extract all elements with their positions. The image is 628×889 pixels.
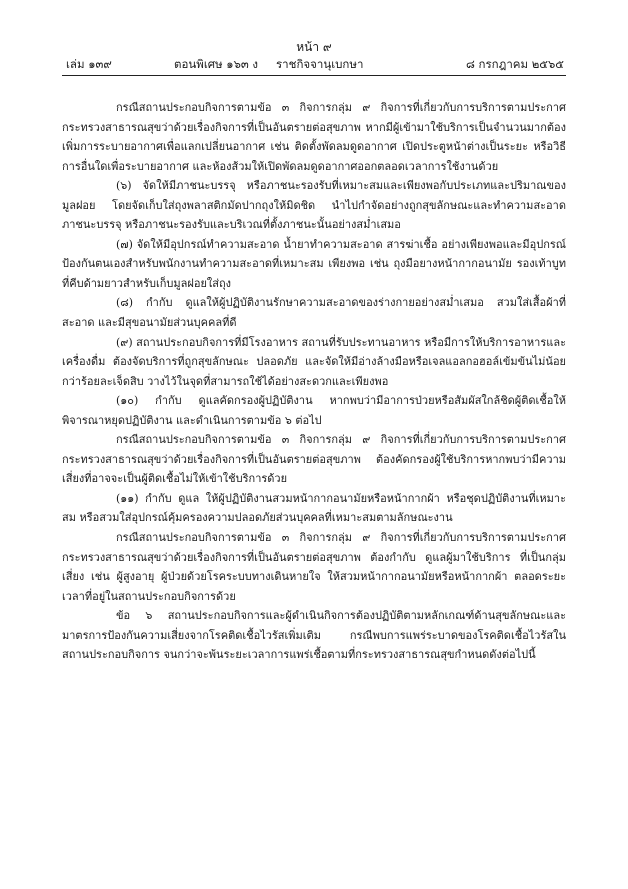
volume-number: เล่ม ๑๓๙ — [66, 57, 112, 71]
paragraph-risk-group: กรณีสถานประกอบกิจการตามข้อ ๓ กิจการกลุ่ม ๙ กิจการที่เกี่ยวกับการบริการตามประกาศกระทรวงสาธารณสุขว่าด้วยเรื่องกิจการที่เป็นอันตรายต่อสุขภาพ ต้องกำกับ ดูแลผู้มาใช้บริการ ที่เป็นกลุ่มเสี่ยง เช่น ผู้สูงอายุ ผู้ป่วยด้วยโรคระบบทางเดินหายใจ ให้สวมหน้ากากอนามัยหรือหน้ากากผ้า ตลอดระยะเวลาที่อยู่ในสถานประกอบกิจการด้วย — [62, 531, 566, 603]
paragraph-screening: กรณีสถานประกอบกิจการตามข้อ ๓ กิจการกลุ่ม ๙ กิจการที่เกี่ยวกับการบริการตามประกาศกระทรวงสาธารณสุขว่าด้วยเรื่องกิจการที่เป็นอันตรายต่อสุขภาพ ต้องคัดกรองผู้ใช้บริการหากพบว่ามีความเสี่ยงที่อาจจะเป็นผู้ติดเชื้อไม่ให้เข้าใช้บริการด้วย — [62, 433, 566, 486]
gazette-name: ราชกิจจานุเบกษา — [276, 57, 364, 71]
publication-date: ๘ กรกฎาคม ๒๕๖๕ — [465, 57, 564, 71]
gazette-header — [66, 56, 564, 74]
paragraph-item-7: (๗) จัดให้มีอุปกรณ์ทำความสะอาด น้ำยาทำความสะอาด สารฆ่าเชื้อ อย่างเพียงพอและมีอุปกรณ์ป้องกันตนเองสำหรับพนักงานทำความสะอาดที่เหมาะสม เพียงพอ เช่น ถุงมือยางหน้ากากอนามัย รองเท้าบูท ที่คีบด้ามยาวสำหรับเก็บมูลฝอยใส่ถุง — [62, 237, 566, 290]
issue-number: ตอนพิเศษ ๑๖๓ ง — [174, 57, 259, 71]
paragraph-item-8: (๘) กำกับ ดูแลให้ผู้ปฏิบัติงานรักษาความสะอาดของร่างกายอย่างสม่ำเสมอ สวมใส่เสื้อผ้าที่สะอาด และมีสุขอนามัยส่วนบุคคลที่ดี — [62, 296, 566, 330]
document-body — [62, 98, 566, 665]
header-divider — [62, 75, 566, 76]
paragraph-clause-6: ข้อ ๖ สถานประกอบกิจการและผู้ดำเนินกิจการต้องปฏิบัติตามหลักเกณฑ์ด้านสุขลักษณะและมาตรการป้องกันความเสี่ยงจากโรคติดเชื้อไวรัสเพิ่มเติม กรณีพบการแพร่ระบาดของโรคติดเชื้อไวรัสในสถานประกอบกิจการ จนกว่าจะพ้นระยะเวลาการแพร่เชื้อตามที่กระทรวงสาธารณสุขกำหนดดังต่อไปนี้ — [62, 609, 566, 662]
page-number: หน้า ๙ — [296, 40, 332, 54]
paragraph-item-6: (๖) จัดให้มีภาชนะบรรจุ หรือภาชนะรองรับที่เหมาะสมและเพียงพอกับประเภทและปริมาณของมูลฝอย โดยจัดเก็บใส่ถุงพลาสติกมัดปากถุงให้มิดชิด นำไปกำจัดอย่างถูกสุขลักษณะและทำความสะอาดภาชนะบรรจุ หรือภาชนะรองรับและบริเวณที่ตั้งภาชนะนั้นอย่างสม่ำเสมอ — [62, 179, 566, 232]
paragraph-item-9: (๙) สถานประกอบกิจการที่มีโรงอาหาร สถานที่รับประทานอาหาร หรือมีการให้บริการอาหารและเครื่องดื่ม ต้องจัดบริการที่ถูกสุขลักษณะ ปลอดภัย และจัดให้มีอ่างล้างมือหรือเจลแอลกอฮอล์เข้มข้นไม่น้อยกว่าร้อยละเจ็ดสิบ วางไว้ในจุดที่สามารถใช้ได้อย่างสะดวกและเพียงพอ — [62, 335, 566, 388]
paragraph-item-10: (๑๐) กำกับ ดูแลคัดกรองผู้ปฏิบัติงาน หากพบว่ามีอาการป่วยหรือสัมผัสใกล้ชิดผู้ติดเชื้อให้พิจารณาหยุดปฏิบัติงาน และดำเนินการตามข้อ ๖ ต่อไป — [62, 394, 566, 427]
paragraph-item-11: (๑๑) กำกับ ดูแล ให้ผู้ปฏิบัติงานสวมหน้ากากอนามัยหรือหน้ากากผ้า หรือชุดปฏิบัติงานที่เหมาะสม หรือสวมใส่อุปกรณ์คุ้มครองความปลอดภัยส่วนบุคคลที่เหมาะสมตามลักษณะงาน — [62, 491, 566, 525]
paragraph-ventilation: กรณีสถานประกอบกิจการตามข้อ ๓ กิจการกลุ่ม ๙ กิจการที่เกี่ยวกับการบริการตามประกาศกระทรวงสาธารณสุขว่าด้วยเรื่องกิจการที่เป็นอันตรายต่อสุขภาพ หากมีผู้เข้ามาใช้บริการเป็นจำนวนมากต้องเพิ่มการระบายอากาศเพื่อแลกเปลี่ยนอากาศ เช่น ติดตั้งพัดลมดูดอากาศ เปิดประตูหน้าต่างเป็นระยะ หรือวิธีการอื่นใดเพื่อระบายอากาศ และห้องส้วมให้เปิดพัดลมดูดอากาศออกตลอดเวลาการใช้งานด้วย — [62, 101, 566, 173]
